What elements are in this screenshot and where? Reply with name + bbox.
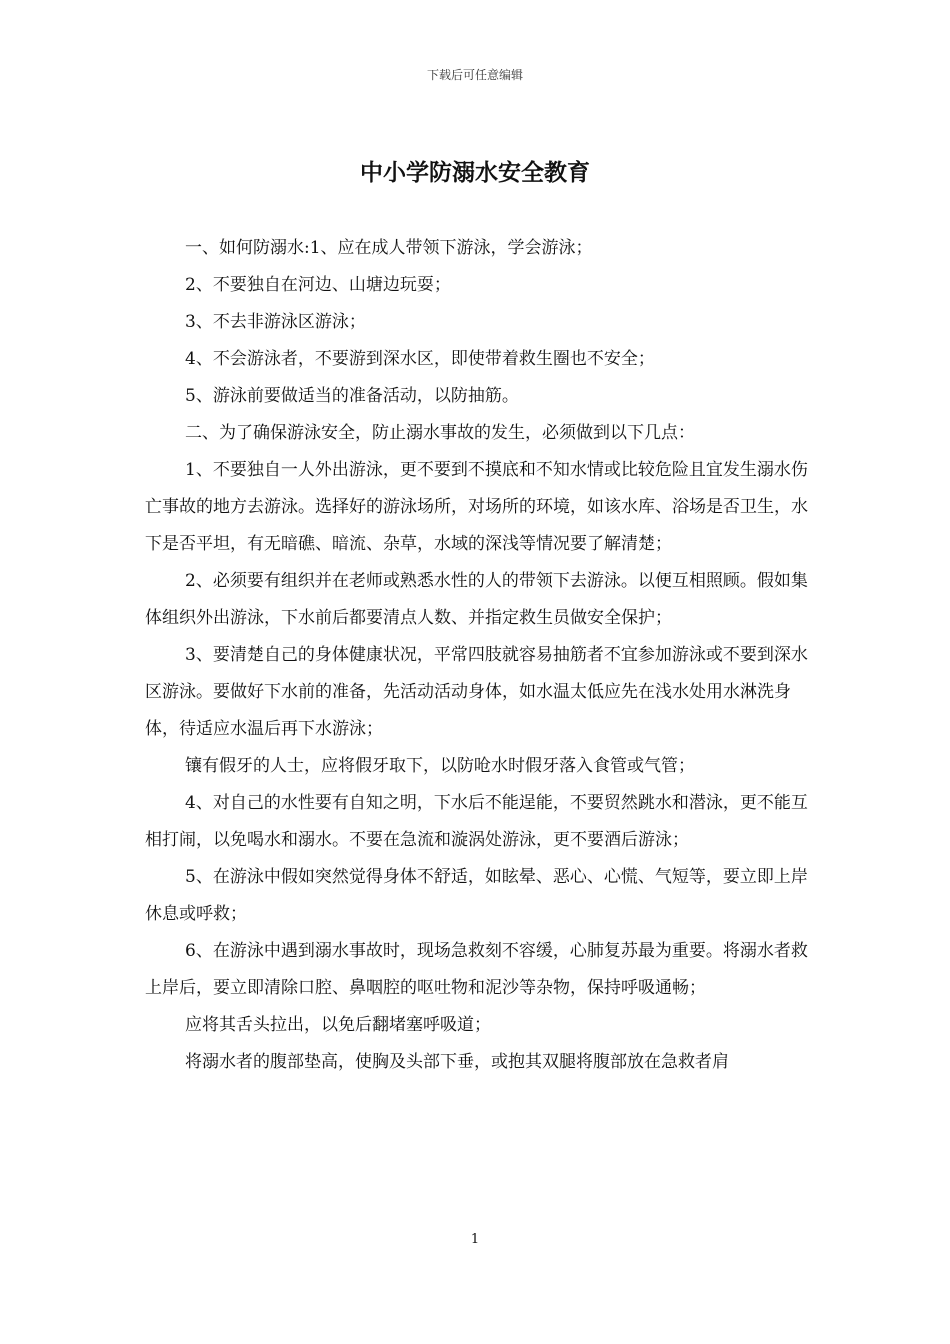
paragraph: 4、对自己的水性要有自知之明，下水后不能逞能，不要贸然跳水和潜泳，更不能互相打闹，以免喝水和溺水。不要在急流和漩涡处游泳，更不要酒后游泳； [145,793,808,850]
paragraph: 6、在游泳中遇到溺水事故时，现场急救刻不容缓，心肺复苏最为重要。将溺水者救上岸后，要立即清除口腔、鼻咽腔的呕吐物和泥沙等杂物，保持呼吸通畅； [145,941,808,998]
paragraph: 3、要清楚自己的身体健康状况，平常四肢就容易抽筋者不宜参加游泳或不要到深水区游泳。要做好下水前的准备，先活动活动身体，如水温太低应先在浅水处用水淋洗身体，待适应水温后再下水游泳； [145,645,808,739]
paragraph: 1、不要独自一人外出游泳，更不要到不摸底和不知水情或比较危险且宜发生溺水伤亡事故的地方去游泳。选择好的游泳场所，对场所的环境，如该水库、浴场是否卫生，水下是否平坦，有无暗礁、暗流、杂草，水域的深浅等情况要了解清楚； [145,460,808,554]
paragraph: 3、不去非游泳区游泳； [185,312,366,332]
paragraph: 5、在游泳中假如突然觉得身体不舒适，如眩晕、恶心、心慌、气短等，要立即上岸休息或呼救； [145,867,808,924]
header-note: 下载后可任意编辑 [426,68,523,82]
page-number: 1 [470,1232,480,1247]
paragraph: 镶有假牙的人士，应将假牙取下，以防呛水时假牙落入食管或气管； [185,756,695,776]
paragraph: 2、不要独自在河边、山塘边玩耍； [185,275,451,295]
document-body [145,230,813,1081]
paragraph: 2、必须要有组织并在老师或熟悉水性的人的带领下去游泳。以便互相照顾。假如集体组织外出游泳，下水前后都要清点人数、并指定救生员做安全保护； [145,571,808,628]
paragraph: 5、游泳前要做适当的准备活动，以防抽筋。 [185,386,519,406]
paragraph: 二、为了确保游泳安全，防止溺水事故的发生，必须做到以下几点： [185,423,695,443]
paragraph: 一、如何防溺水:1、应在成人带领下游泳，学会游泳； [185,238,593,258]
document-title: 中小学防溺水安全教育 [360,160,590,186]
paragraph: 将溺水者的腹部垫高，使胸及头部下垂，或抱其双腿将腹部放在急救者肩 [185,1052,729,1072]
paragraph: 4、不会游泳者，不要游到深水区，即使带着救生圈也不安全； [185,349,655,369]
paragraph: 应将其舌头拉出，以免后翻堵塞呼吸道； [185,1015,491,1035]
